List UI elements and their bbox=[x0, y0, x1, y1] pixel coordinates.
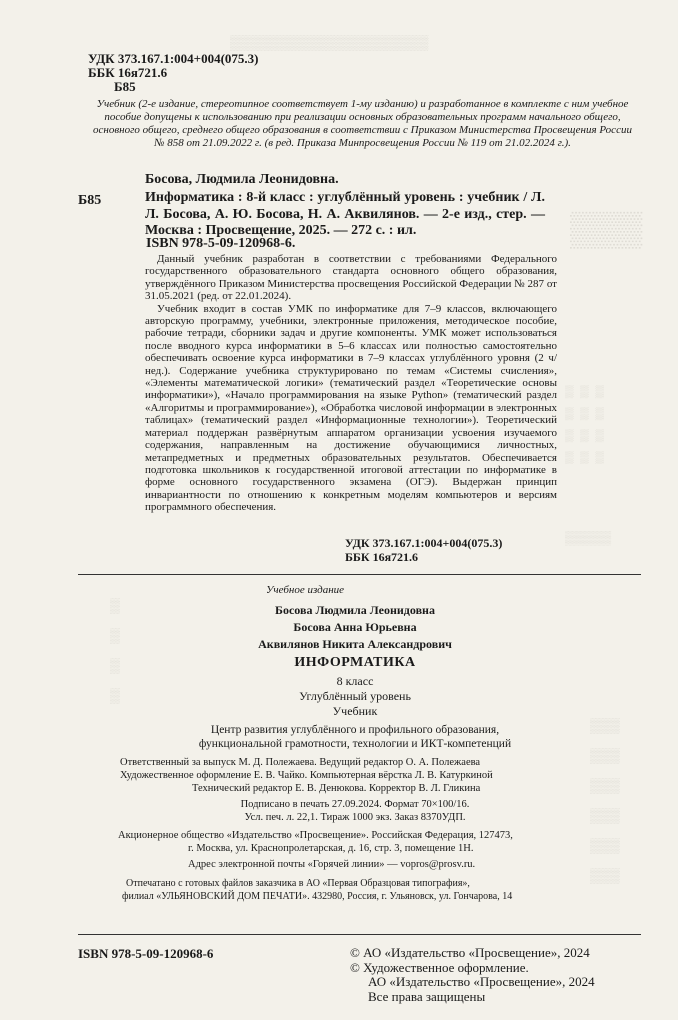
divider bbox=[78, 574, 641, 575]
author-name: Аквилянов Никита Александрович bbox=[258, 637, 452, 651]
book-details bbox=[100, 674, 610, 719]
bbk-code: ББК 16я721.6 bbox=[88, 65, 168, 80]
catalog-isbn: ISBN 978-5-09-120968-6. bbox=[146, 236, 296, 251]
book-kind: Учебник bbox=[332, 704, 378, 718]
catalog-annotation bbox=[145, 253, 557, 514]
author-sign: Б85 bbox=[114, 79, 136, 94]
print-info bbox=[100, 798, 610, 824]
show-through-ghost: ▒▒▒▒▒ bbox=[565, 530, 612, 545]
copyright-block bbox=[350, 946, 595, 1004]
udk-code: УДК 373.167.1:004+004(075.3) bbox=[88, 51, 259, 66]
annotation-paragraph: Данный учебник разработан в соответствии с требованиями Федерального государственного образовательного стандарта основного общего образования, утверждённого Приказом Министерства просвещения Российской Федерации № 287 от 31.05.2021 (ред. от 22.01.2024). bbox=[145, 253, 557, 303]
annotation-paragraph: Учебник входит в состав УМК по информатике для 7–9 классов, включающего авторскую программу, учебники, электронные приложения, методическое пособие, рабочие тетради, сборники задач и другие компоненты. УМК может использоваться после вводного курса информатики в 5–6 классах или полностью самостоятельно обеспечивать освоение курса информатики в 7–9 классах углублённого уровня (2 ч/нед.). Содержание учебника структурировано по темам «Системы счисления», «Элементы математической логики» (тематический раздел «Теоретические основы информатики»), «Начало программирования на языке Python» (тематический раздел «Алгоритмы и программирование»), «Обработка числовой информации в электронных таблицах» (тематический раздел «Информационные технологии»). Теоретический материал поддержан развёрнутым аппаратом организации усвоения изучаемого содержания, направленным на достижение обучающимися личностных, метапредметных и предметных образовательных результатов. Обеспечивается подготовка школьников к государственной итоговой аттестации по информатике в форме основного государственного экзамена (ОГЭ). Выдержан принцип инвариантности по отношению к конкретным моделям компьютеров и версиям программного обеспечения. bbox=[145, 302, 557, 514]
level: Углублённый уровень bbox=[299, 689, 411, 703]
credit-line: Технический редактор Е. В. Денюкова. Корректор В. Л. Гликина bbox=[192, 783, 481, 794]
license-note: Учебник (2-е издание, стереотипное соответствует 1-му изданию) и разработанное в комплекте с ним учебное пособие допущены к использованию при реализации основных образовательных программ начального общего, основного общего, среднего общего образования в соответствии с Приказом Министерства Просвещения России № 858 от 21.09.2022 г. (в ред. Приказа Минпросвещения России № 119 от 21.02.2024 г.). bbox=[93, 98, 632, 149]
catalog-title: Информатика : 8-й класс : углублённый уровень : учебник / Л. Л. Босова, А. Ю. Босова, Н. А. Аквилянов. — 2-е изд., стер. — Москва : Просвещение, 2025. — 272 с. : ил. bbox=[145, 190, 545, 238]
author-name: Босова Анна Юрьевна bbox=[293, 620, 417, 634]
department-line: функциональной грамотности, технологии и ИКТ-компетенций bbox=[198, 738, 512, 750]
classification-block bbox=[88, 52, 259, 94]
grade: 8 класс bbox=[336, 674, 374, 688]
publisher-line: г. Москва, ул. Краснопролетарская, д. 16, стр. 3, помещение 1Н. bbox=[188, 843, 474, 854]
department-line: Центр развития углублённого и профильного образования, bbox=[210, 724, 500, 736]
catalog-author: Босова, Людмила Леонидовна. bbox=[145, 172, 339, 187]
print-line: Подписано в печать 27.09.2024. Формат 70×100/16. bbox=[240, 799, 470, 810]
printer-line: Отпечатано с готовых файлов заказчика в АО «Первая Образцовая типография», bbox=[126, 878, 470, 889]
publisher-info bbox=[118, 829, 513, 855]
credit-line: Художественное оформление Е. В. Чайко. Компьютерная вёрстка Л. В. Катуркиной bbox=[120, 770, 493, 781]
print-line: Усл. печ. л. 22,1. Тираж 1000 экз. Заказ 8370УДП. bbox=[244, 812, 466, 823]
authors-list bbox=[100, 602, 610, 653]
catalog-code: Б85 bbox=[78, 193, 102, 208]
divider bbox=[78, 934, 641, 935]
author-name: Босова Людмила Леонидовна bbox=[275, 603, 435, 617]
copyright-line: © Художественное оформление. bbox=[350, 959, 529, 975]
credits-block bbox=[120, 756, 493, 795]
copyright-line: © АО «Издательство «Просвещение», 2024 bbox=[350, 945, 590, 960]
show-through-ghost: ▒ ▒ ▒ ▒ bbox=[110, 597, 120, 703]
hotline-email: Адрес электронной почты «Горячей линии» — vopros@prosv.ru. bbox=[188, 859, 476, 870]
book-title: ИНФОРМАТИКА bbox=[294, 655, 416, 670]
publisher-line: Акционерное общество «Издательство «Просвещение». Российская Федерация, 127473, bbox=[118, 830, 513, 841]
show-through-ghost: ▒ ▒ ▒ ▒ ▒ ▒ ▒ ▒ ▒ ▒ ▒ ▒ bbox=[565, 384, 604, 464]
credit-line: Ответственный за выпуск М. Д. Полежаева. Ведущий редактор О. А. Полежаева bbox=[120, 757, 481, 768]
show-through-ghost: ▒▒▒ ▒▒▒ ▒▒▒ ▒▒▒ ▒▒▒ ▒▒▒ bbox=[590, 717, 620, 883]
catalog-classification bbox=[345, 536, 502, 564]
footer-isbn: ISBN 978-5-09-120968-6 bbox=[78, 946, 214, 961]
edition-type: Учебное издание bbox=[266, 584, 345, 596]
show-through-ghost: ▒▒▒▒▒▒▒▒▒▒▒▒▒▒▒▒▒▒▒▒ bbox=[230, 34, 429, 50]
udk-code: УДК 373.167.1:004+004(075.3) bbox=[345, 536, 503, 550]
printer-line: филиал «УЛЬЯНОВСКИЙ ДОМ ПЕЧАТИ». 432980, Россия, г. Ульяновск, ул. Гончарова, 14 bbox=[122, 891, 513, 902]
copyright-line: АО «Издательство «Просвещение», 2024 bbox=[368, 974, 595, 989]
printer-info bbox=[114, 877, 512, 903]
bbk-code: ББК 16я721.6 bbox=[345, 550, 419, 564]
show-through-ghost: ▒▒▒ bbox=[570, 210, 643, 248]
rights-line: Все права защищены bbox=[368, 988, 486, 1004]
department bbox=[100, 723, 610, 751]
